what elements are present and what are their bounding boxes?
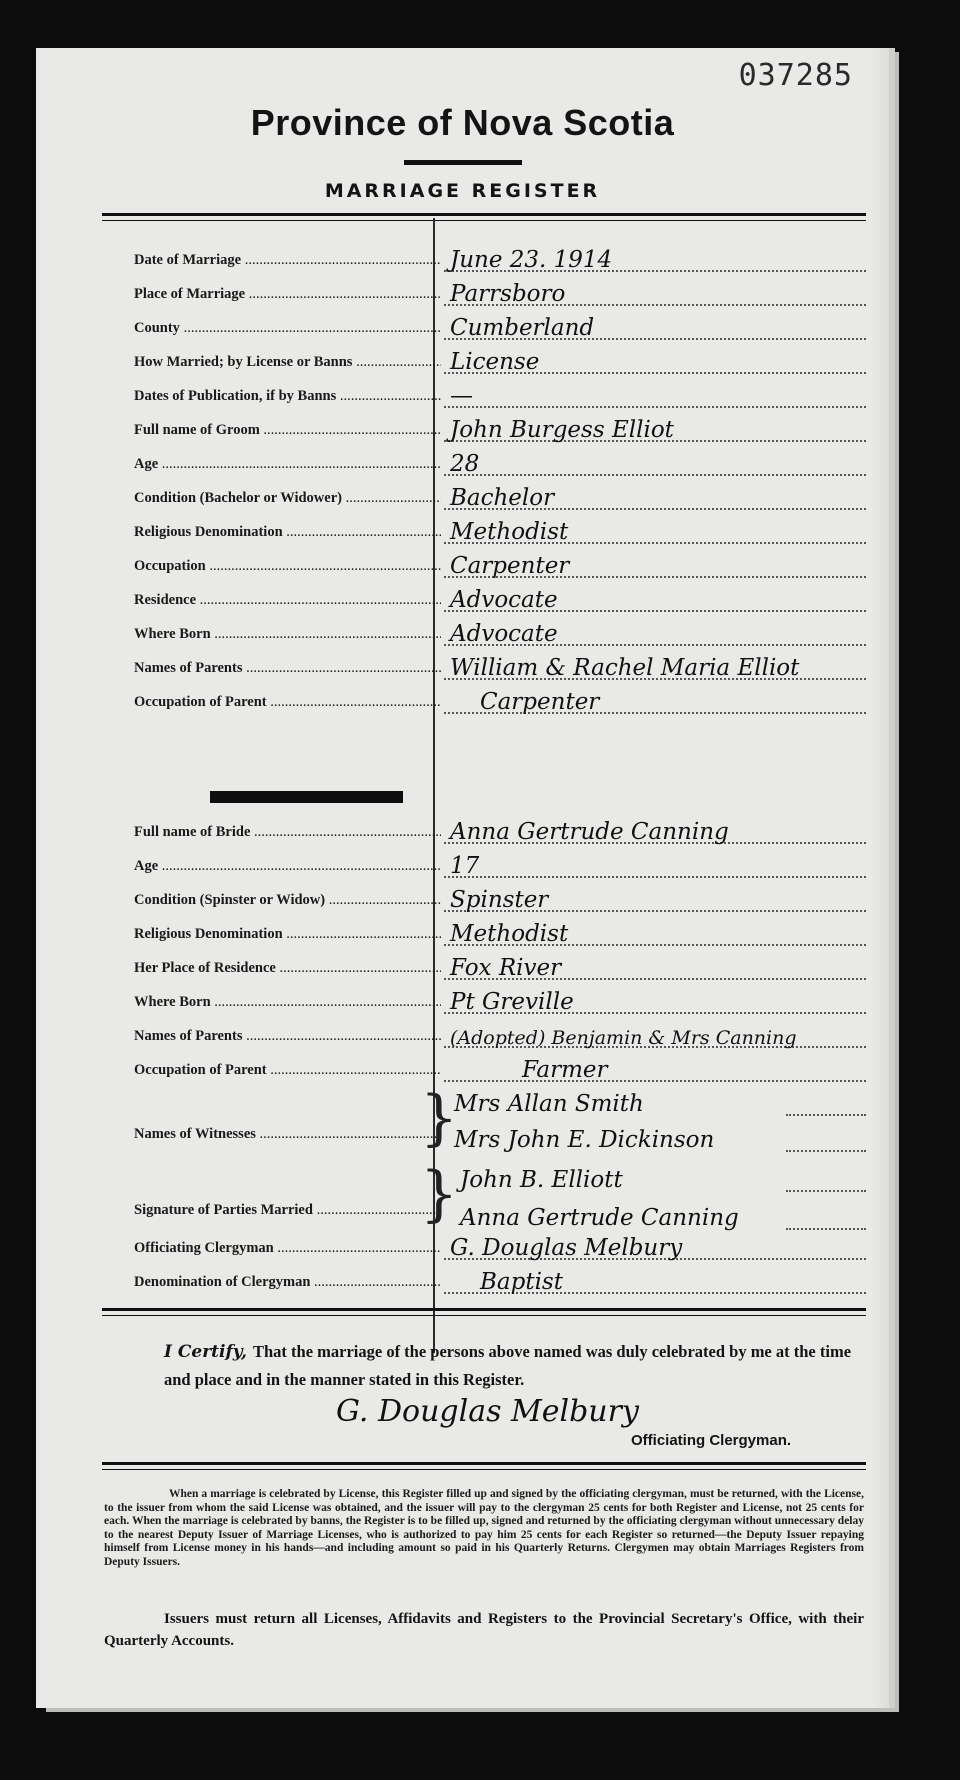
field-value: Carpenter	[480, 689, 600, 715]
field-label: How Married; by License or Banns .....	[134, 354, 441, 371]
entry-line	[786, 1114, 866, 1116]
field-label: Occupation of Parent .....	[134, 1062, 441, 1079]
field-label: Names of Parents .....	[134, 660, 441, 677]
certify-rule-thin	[102, 1315, 866, 1316]
header-rule-thick	[102, 213, 866, 216]
row-groom-birthplace	[102, 621, 866, 648]
witness-2: Mrs John E. Dickinson	[454, 1127, 715, 1153]
row-bride-condition	[102, 887, 866, 914]
field-label: Officiating Clergyman .....	[134, 1240, 441, 1257]
signature-line-bride	[444, 1198, 866, 1232]
field-value: Baptist	[480, 1269, 563, 1295]
row-dates-of-publication	[102, 383, 866, 410]
row-signatures	[102, 1160, 866, 1234]
field-value: Anna Gertrude Canning	[450, 819, 729, 845]
field-value: —	[450, 383, 473, 409]
instructions-paragraph: When a marriage is celebrated by License, this Register filled up and signed by the officiating clergyman, must be returned, with the License, to the issuer from whom the said License was obtained, and the issuer will pay to the clergyman 25 cents for both Register and License, not 25 cents for each. When the marriage is celebrated by banns, the Register is to be filled up, signed and returned by the officiating clergyman without unnecessary delay to the nearest Deputy Issuer of Marriage Licenses, who is authorized to pay him 25 cents for each Register so returned—the Deputy Issuer repaying himself from License money in his hands—and including amount so paid in his Quarterly Returns. Clergymen may obtain Marriages Registers from Deputy Issuers.	[104, 1488, 864, 1568]
groom-signature: John B. Elliott	[460, 1167, 623, 1193]
witness-1: Mrs Allan Smith	[454, 1091, 644, 1117]
row-bride-name	[102, 819, 866, 846]
row-groom-name	[102, 417, 866, 444]
row-county	[102, 315, 866, 342]
field-value: 17	[450, 853, 480, 879]
field-label: Her Place of Residence .....	[134, 960, 441, 977]
header-rule-thin	[102, 220, 866, 221]
field-value: Bachelor	[450, 485, 555, 511]
field-value: Carpenter	[450, 553, 570, 579]
entry-line	[786, 1228, 866, 1230]
marriage-register-form	[36, 48, 889, 1708]
field-value: 28	[450, 451, 480, 477]
field-label: Where Born .....	[134, 626, 441, 643]
entry-line	[444, 406, 866, 408]
certify-text: That the marriage of the persons above named was duly celebrated by me at the time and place and in the manner stated in this Register.	[164, 1342, 852, 1389]
row-groom-residence	[102, 587, 866, 614]
witnesses-brace: }	[420, 1083, 459, 1153]
signatures-brace: }	[420, 1159, 459, 1229]
field-value: William & Rachel Maria Elliot	[450, 655, 800, 681]
field-label: Residence .....	[134, 592, 441, 609]
field-label: Names of Parents .....	[134, 1028, 441, 1045]
row-bride-residence	[102, 955, 866, 982]
signature-line-groom	[444, 1160, 866, 1194]
row-groom-parents	[102, 655, 866, 682]
field-value: Methodist	[450, 921, 569, 947]
row-bride-religion	[102, 921, 866, 948]
row-officiating-clergyman	[102, 1235, 866, 1262]
footer-rule-thick	[102, 1462, 866, 1465]
footer-rule-thin	[102, 1469, 866, 1470]
register-subtitle: MARRIAGE REGISTER	[324, 180, 601, 202]
certify-rule-thick	[102, 1308, 866, 1311]
field-value: Advocate	[450, 587, 558, 613]
field-label: Religious Denomination .....	[134, 926, 441, 943]
row-bride-parents	[102, 1028, 866, 1050]
field-value: Spinster	[450, 887, 549, 913]
field-value: (Adopted) Benjamin & Mrs Canning	[450, 1027, 797, 1049]
field-value: Pt Greville	[450, 989, 574, 1015]
field-label: Full name of Groom .....	[134, 422, 441, 439]
field-label: Date of Marriage .....	[134, 252, 441, 269]
witness-line-1	[444, 1086, 866, 1118]
field-label: Religious Denomination .....	[134, 524, 441, 541]
row-bride-birthplace	[102, 989, 866, 1016]
field-value: Fox River	[450, 955, 562, 981]
field-value: Cumberland	[450, 315, 595, 341]
province-title: Province of Nova Scotia	[250, 102, 675, 143]
issuers-notice: Issuers must return all Licenses, Affidavits and Registers to the Provincial Secretary's Office, with their Quarterly Accounts.	[104, 1611, 864, 1649]
row-date-of-marriage	[102, 247, 866, 274]
row-groom-age	[102, 451, 866, 478]
field-value: License	[450, 349, 540, 375]
document-number: 037285	[738, 58, 853, 93]
entry-line	[786, 1190, 866, 1192]
field-value: G. Douglas Melbury	[450, 1235, 683, 1261]
bride-signature: Anna Gertrude Canning	[460, 1205, 739, 1231]
clergyman-signature: G. Douglas Melbury	[336, 1394, 639, 1429]
field-value: June 23. 1914	[450, 247, 613, 273]
field-label: Full name of Bride .....	[134, 824, 441, 841]
field-label: Names of Witnesses .....	[134, 1126, 441, 1143]
field-value: John Burgess Elliot	[450, 417, 674, 443]
row-clergy-denomination	[102, 1269, 866, 1296]
field-value: Farmer	[522, 1057, 608, 1083]
row-groom-religion	[102, 519, 866, 546]
field-label: Place of Marriage .....	[134, 286, 441, 303]
field-value: Parrsboro	[450, 281, 566, 307]
certification-statement	[164, 1338, 864, 1394]
witness-line-2	[444, 1122, 866, 1154]
field-value: Advocate	[450, 621, 558, 647]
certify-prefix: I Certify,	[164, 1342, 247, 1362]
field-label: Where Born .....	[134, 994, 441, 1011]
entry-line	[444, 876, 866, 878]
field-label: Condition (Spinster or Widow) .....	[134, 892, 441, 909]
title-underline	[404, 160, 522, 165]
field-label: Signature of Parties Married .....	[134, 1202, 441, 1219]
entry-line	[444, 1080, 866, 1082]
row-place-of-marriage	[102, 281, 866, 308]
row-bride-age	[102, 853, 866, 880]
field-label: County .....	[134, 320, 441, 337]
row-how-married	[102, 349, 866, 376]
row-groom-parent-occupation	[102, 689, 866, 716]
row-bride-parent-occupation	[102, 1057, 866, 1084]
section-divider-bar	[210, 791, 403, 803]
field-label: Denomination of Clergyman .....	[134, 1274, 441, 1291]
field-label: Age .....	[134, 456, 441, 473]
row-groom-condition	[102, 485, 866, 512]
field-label: Occupation .....	[134, 558, 441, 575]
row-groom-occupation	[102, 553, 866, 580]
entry-line	[786, 1150, 866, 1152]
field-label: Occupation of Parent .....	[134, 694, 441, 711]
field-label: Dates of Publication, if by Banns .....	[134, 388, 441, 405]
row-witnesses	[102, 1083, 866, 1156]
field-value: Methodist	[450, 519, 569, 545]
entry-line	[444, 474, 866, 476]
field-label: Condition (Bachelor or Widower) .....	[134, 490, 441, 507]
field-label: Age .....	[134, 858, 441, 875]
signature-caption: Officiating Clergyman.	[631, 1432, 792, 1449]
